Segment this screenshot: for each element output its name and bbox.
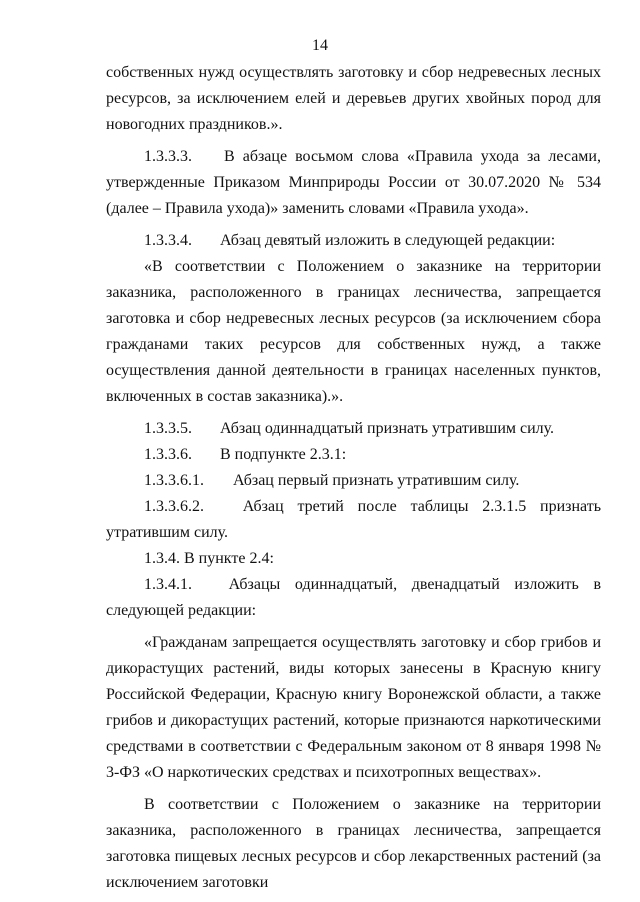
paragraph-1-3-3-6: [106, 442, 601, 468]
paragraph-continuation: [106, 60, 601, 138]
paragraph-text: Абзац первый признать утратившим силу.: [233, 472, 520, 489]
paragraph-text: В соответствии с Положением о заказнике на территории заказника, расположенного в границах лесничества, запрещается заготовка пищевых лесных ресурсов и сбор лекарственных растений (за исключением заготовки: [106, 796, 601, 891]
paragraph-text: В подпункте 2.3.1:: [220, 446, 347, 463]
quoted-paragraph: [106, 630, 601, 786]
paragraph-text: Абзацы одиннадцатый, двенадцатый изложить в следующей редакции:: [106, 576, 602, 619]
paragraph-number: 1.3.3.6.: [144, 446, 192, 463]
paragraph-1-3-3-5: [106, 416, 601, 442]
paragraph-1-3-3-6-2: [106, 494, 601, 546]
quoted-paragraph: [106, 254, 601, 410]
paragraph-number: 1.3.3.3.: [144, 148, 192, 165]
document-body: [106, 60, 601, 896]
paragraph-1-3-3-6-1: [106, 468, 601, 494]
paragraph-text: «Гражданам запрещается осуществлять заготовку и сбор грибов и дикорастущих растений, виды которых занесены в Красную книгу Российской Федерации, Красную книгу Воронежской области, а также грибов и дикорастущих растений, которые признаются наркотическими средствами в соответствии с Федеральным законом от 8 января 1998 № 3-ФЗ «О наркотических средствах и психотропных веществах».: [106, 634, 601, 781]
paragraph-number: 1.3.4.1.: [144, 576, 192, 593]
page-number: 14: [312, 37, 328, 54]
paragraph-1-3-3-3: [106, 144, 601, 222]
paragraph-1-3-4: [106, 546, 601, 572]
paragraph-number: 1.3.3.4.: [144, 232, 192, 249]
paragraph-number: 1.3.3.6.2.: [144, 498, 204, 515]
paragraph-text: Абзац одиннадцатый признать утратившим силу.: [220, 420, 555, 437]
paragraph-text: Абзац девятый изложить в следующей редакции:: [220, 232, 556, 249]
paragraph-text: 1.3.4. В пункте 2.4:: [144, 550, 274, 567]
paragraph-number: 1.3.3.5.: [144, 420, 192, 437]
paragraph-text: Абзац третий после таблицы 2.3.1.5 признать утратившим силу.: [106, 498, 602, 541]
paragraph-text: В абзаце восьмом слова «Правила ухода за лесами, утвержденные Приказом Минприроды России от 30.07.2020 № 534 (далее – Правила ухода)» заменить словами «Правила ухода».: [106, 148, 601, 217]
paragraph-1-3-3-4: [106, 228, 601, 254]
paragraph-number: 1.3.3.6.1.: [144, 472, 204, 489]
paragraph-text: собственных нужд осуществлять заготовку и сбор недревесных лесных ресурсов, за исключением елей и деревьев других хвойных пород для новогодних праздников.».: [106, 64, 601, 133]
paragraph-text: «В соответствии с Положением о заказнике на территории заказника, расположенного в границах лесничества, запрещается заготовка и сбор недревесных лесных ресурсов (за исключением сбора гражданами таких ресурсов для собственных нужд, а также осуществления данной деятельности в границах населенных пунктов, включенных в состав заказника).».: [106, 258, 601, 405]
paragraph-1-3-4-1: [106, 572, 601, 624]
paragraph: [106, 792, 601, 896]
